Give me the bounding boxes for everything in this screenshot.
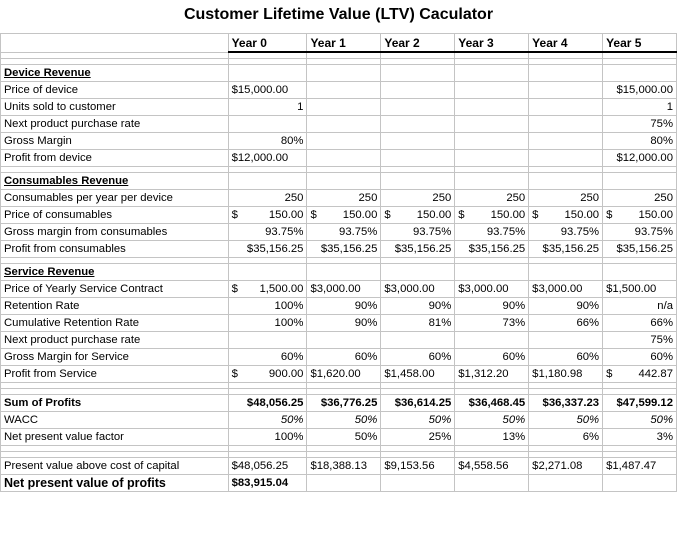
table-row: [1, 395, 677, 412]
value-cell[interactable]: [307, 332, 381, 349]
value-cell[interactable]: $3,000.00: [307, 281, 381, 298]
value-cell[interactable]: 100%: [228, 315, 307, 332]
value-cell[interactable]: 93.75%: [381, 224, 455, 241]
value-cell[interactable]: [455, 99, 529, 116]
currency-symbol: $: [532, 209, 539, 221]
value-cell[interactable]: 50%: [529, 412, 603, 429]
currency-amount: 442.87: [638, 368, 673, 380]
table-row: [1, 150, 677, 167]
value-cell[interactable]: $36,614.25: [381, 395, 455, 412]
value-cell[interactable]: $15,000.00: [603, 82, 677, 99]
value-cell[interactable]: $1,487.47: [603, 458, 677, 475]
value-cell[interactable]: 50%: [307, 412, 381, 429]
value-cell[interactable]: $36,776.25: [307, 395, 381, 412]
value-cell[interactable]: $35,156.25: [228, 241, 307, 258]
table-row: [1, 190, 677, 207]
value-cell[interactable]: $1,620.00: [307, 366, 381, 383]
value-cell[interactable]: [228, 65, 307, 82]
value-cell[interactable]: $83,915.04: [228, 475, 307, 492]
currency-symbol: $: [606, 209, 613, 221]
value-cell[interactable]: $35,156.25: [455, 241, 529, 258]
currency-symbol: $: [458, 209, 465, 221]
value-cell[interactable]: [381, 264, 455, 281]
value-cell[interactable]: [455, 82, 529, 99]
value-cell[interactable]: 50%: [381, 412, 455, 429]
table-row: [1, 429, 677, 446]
currency-amount: 900.00: [268, 368, 304, 380]
row-label[interactable]: Gross Margin for Service: [1, 349, 229, 366]
value-cell[interactable]: [228, 207, 307, 224]
table-row: [1, 412, 677, 429]
value-cell[interactable]: 250: [529, 190, 603, 207]
accounting-value: [606, 366, 673, 382]
value-cell[interactable]: [381, 82, 455, 99]
value-cell[interactable]: 250: [381, 190, 455, 207]
value-cell[interactable]: 13%: [455, 429, 529, 446]
value-cell[interactable]: [529, 264, 603, 281]
value-cell[interactable]: 60%: [228, 349, 307, 366]
value-cell[interactable]: 93.75%: [307, 224, 381, 241]
value-cell[interactable]: 81%: [381, 315, 455, 332]
value-cell[interactable]: [307, 150, 381, 167]
value-cell[interactable]: [381, 173, 455, 190]
value-cell[interactable]: [307, 264, 381, 281]
table-row: [1, 99, 677, 116]
value-cell[interactable]: 60%: [307, 349, 381, 366]
row-label[interactable]: Price of device: [1, 82, 229, 99]
value-cell[interactable]: 250: [455, 190, 529, 207]
header-cell-year-2[interactable]: Year 2: [381, 34, 455, 53]
table-row: [1, 315, 677, 332]
value-cell[interactable]: 90%: [307, 298, 381, 315]
value-cell[interactable]: $47,599.12: [603, 395, 677, 412]
value-cell[interactable]: [603, 207, 677, 224]
value-cell[interactable]: [455, 65, 529, 82]
header-cell-year-5[interactable]: Year 5: [603, 34, 677, 53]
value-cell[interactable]: [529, 116, 603, 133]
value-cell[interactable]: 66%: [603, 315, 677, 332]
value-cell[interactable]: [228, 264, 307, 281]
currency-amount: 150.00: [416, 209, 452, 221]
accounting-value: [310, 207, 377, 223]
value-cell[interactable]: 60%: [529, 349, 603, 366]
value-cell[interactable]: 80%: [228, 133, 307, 150]
value-cell[interactable]: [307, 65, 381, 82]
value-cell[interactable]: 50%: [307, 429, 381, 446]
value-cell[interactable]: [603, 65, 677, 82]
value-cell[interactable]: [381, 133, 455, 150]
value-cell[interactable]: [381, 116, 455, 133]
value-cell[interactable]: [381, 150, 455, 167]
value-cell[interactable]: 93.75%: [529, 224, 603, 241]
currency-symbol: $: [384, 209, 391, 221]
table-row: [1, 298, 677, 315]
section-label[interactable]: Device Revenue: [1, 65, 229, 82]
row-label[interactable]: Next product purchase rate: [1, 116, 229, 133]
value-cell[interactable]: [307, 82, 381, 99]
header-cell-year-4[interactable]: Year 4: [529, 34, 603, 53]
row-label[interactable]: Price of Yearly Service Contract: [1, 281, 229, 298]
value-cell[interactable]: 80%: [603, 133, 677, 150]
value-cell[interactable]: [529, 133, 603, 150]
value-cell[interactable]: [529, 99, 603, 116]
row-label[interactable]: Profit from Service: [1, 366, 229, 383]
value-cell[interactable]: [455, 133, 529, 150]
value-cell[interactable]: [455, 150, 529, 167]
table-row: [1, 332, 677, 349]
row-label[interactable]: Present value above cost of capital: [1, 458, 229, 475]
table-row: [1, 349, 677, 366]
value-cell[interactable]: 250: [307, 190, 381, 207]
header-cell-year-0[interactable]: Year 0: [228, 34, 307, 53]
value-cell[interactable]: 90%: [381, 298, 455, 315]
accounting-value: [532, 207, 599, 223]
value-cell[interactable]: $35,156.25: [307, 241, 381, 258]
row-label[interactable]: Net present value of profits: [1, 475, 229, 492]
currency-symbol: $: [606, 368, 613, 380]
value-cell[interactable]: $1,312.20: [455, 366, 529, 383]
row-label[interactable]: Gross margin from consumables: [1, 224, 229, 241]
value-cell[interactable]: 93.75%: [603, 224, 677, 241]
section-row: [1, 65, 677, 82]
row-label[interactable]: Profit from device: [1, 150, 229, 167]
value-cell[interactable]: 75%: [603, 116, 677, 133]
value-cell[interactable]: 250: [228, 190, 307, 207]
value-cell[interactable]: [455, 332, 529, 349]
currency-amount: 150.00: [342, 209, 378, 221]
table-row: [1, 224, 677, 241]
value-cell[interactable]: [381, 99, 455, 116]
value-cell[interactable]: [529, 82, 603, 99]
accounting-value: [458, 207, 525, 223]
value-cell[interactable]: [455, 475, 529, 492]
ltv-table: [0, 33, 677, 492]
currency-amount: 150.00: [564, 209, 600, 221]
value-cell[interactable]: 90%: [455, 298, 529, 315]
table-row: [1, 241, 677, 258]
row-label[interactable]: Cumulative Retention Rate: [1, 315, 229, 332]
value-cell[interactable]: 3%: [603, 429, 677, 446]
currency-symbol: $: [231, 283, 238, 295]
value-cell[interactable]: $3,000.00: [381, 281, 455, 298]
value-cell[interactable]: $1,458.00: [381, 366, 455, 383]
value-cell[interactable]: 1: [228, 99, 307, 116]
value-cell[interactable]: 60%: [455, 349, 529, 366]
row-label[interactable]: Price of consumables: [1, 207, 229, 224]
value-cell[interactable]: [228, 116, 307, 133]
value-cell[interactable]: $4,558.56: [455, 458, 529, 475]
value-cell[interactable]: [529, 475, 603, 492]
header-blank-cell[interactable]: [1, 34, 229, 53]
accounting-value: [232, 281, 304, 297]
row-label[interactable]: Net present value factor: [1, 429, 229, 446]
row-label[interactable]: Gross Margin: [1, 133, 229, 150]
currency-symbol: $: [231, 209, 238, 221]
table-row: [1, 133, 677, 150]
currency-amount: 150.00: [268, 209, 304, 221]
row-label[interactable]: WACC: [1, 412, 229, 429]
value-cell[interactable]: [529, 207, 603, 224]
value-cell[interactable]: $1,180.98: [529, 366, 603, 383]
value-cell[interactable]: [307, 173, 381, 190]
currency-amount: 150.00: [638, 209, 673, 221]
table-row: [1, 458, 677, 475]
value-cell[interactable]: 73%: [455, 315, 529, 332]
value-cell[interactable]: $2,271.08: [529, 458, 603, 475]
table-row: [1, 82, 677, 99]
section-label[interactable]: Consumables Revenue: [1, 173, 229, 190]
accounting-value: [232, 366, 304, 382]
value-cell[interactable]: $48,056.25: [228, 458, 307, 475]
value-cell[interactable]: [228, 366, 307, 383]
accounting-value: [232, 207, 304, 223]
value-cell[interactable]: [307, 116, 381, 133]
value-cell[interactable]: $3,000.00: [455, 281, 529, 298]
value-cell[interactable]: $36,337.23: [529, 395, 603, 412]
row-label[interactable]: Retention Rate: [1, 298, 229, 315]
value-cell[interactable]: [603, 173, 677, 190]
value-cell[interactable]: 6%: [529, 429, 603, 446]
value-cell[interactable]: [307, 207, 381, 224]
row-label[interactable]: Profit from consumables: [1, 241, 229, 258]
value-cell[interactable]: n/a: [603, 298, 677, 315]
value-cell[interactable]: [228, 332, 307, 349]
value-cell[interactable]: [529, 173, 603, 190]
table-row: [1, 281, 677, 298]
value-cell[interactable]: 60%: [381, 349, 455, 366]
value-cell[interactable]: $35,156.25: [381, 241, 455, 258]
value-cell[interactable]: 93.75%: [228, 224, 307, 241]
value-cell[interactable]: [228, 173, 307, 190]
value-cell[interactable]: $18,388.13: [307, 458, 381, 475]
value-cell[interactable]: 100%: [228, 429, 307, 446]
value-cell[interactable]: [529, 150, 603, 167]
value-cell[interactable]: 100%: [228, 298, 307, 315]
header-row: [1, 34, 677, 53]
section-row: [1, 173, 677, 190]
value-cell[interactable]: [381, 65, 455, 82]
value-cell[interactable]: [603, 475, 677, 492]
value-cell[interactable]: $35,156.25: [529, 241, 603, 258]
row-label[interactable]: Units sold to customer: [1, 99, 229, 116]
value-cell[interactable]: [529, 332, 603, 349]
value-cell[interactable]: $9,153.56: [381, 458, 455, 475]
value-cell[interactable]: [455, 264, 529, 281]
value-cell[interactable]: 50%: [603, 412, 677, 429]
section-row: [1, 264, 677, 281]
value-cell[interactable]: 50%: [455, 412, 529, 429]
value-cell[interactable]: 66%: [529, 315, 603, 332]
value-cell[interactable]: [455, 116, 529, 133]
header-cell-year-3[interactable]: Year 3: [455, 34, 529, 53]
value-cell[interactable]: [529, 65, 603, 82]
value-cell[interactable]: [307, 133, 381, 150]
value-cell[interactable]: $36,468.45: [455, 395, 529, 412]
value-cell[interactable]: $48,056.25: [228, 395, 307, 412]
currency-symbol: $: [310, 209, 317, 221]
table-row: [1, 207, 677, 224]
value-cell[interactable]: $35,156.25: [603, 241, 677, 258]
section-label[interactable]: Service Revenue: [1, 264, 229, 281]
row-label[interactable]: Sum of Profits: [1, 395, 229, 412]
value-cell[interactable]: [455, 173, 529, 190]
value-cell[interactable]: [603, 366, 677, 383]
value-cell[interactable]: [307, 99, 381, 116]
accounting-value: [606, 207, 673, 223]
row-label[interactable]: Next product purchase rate: [1, 332, 229, 349]
value-cell[interactable]: 1: [603, 99, 677, 116]
value-cell[interactable]: 93.75%: [455, 224, 529, 241]
value-cell[interactable]: [381, 207, 455, 224]
currency-amount: 1,500.00: [259, 283, 304, 295]
currency-amount: 150.00: [490, 209, 526, 221]
sheet-title: Customer Lifetime Value (LTV) Caculator: [183, 6, 494, 23]
value-cell[interactable]: 90%: [307, 315, 381, 332]
value-cell[interactable]: $15,000.00: [228, 82, 307, 99]
table-row: [1, 116, 677, 133]
value-cell[interactable]: [603, 264, 677, 281]
table-row: [1, 475, 677, 492]
value-cell[interactable]: $1,500.00: [603, 281, 677, 298]
accounting-value: [384, 207, 451, 223]
value-cell[interactable]: 60%: [603, 349, 677, 366]
value-cell[interactable]: 90%: [529, 298, 603, 315]
value-cell[interactable]: [381, 475, 455, 492]
value-cell[interactable]: [455, 207, 529, 224]
currency-symbol: $: [231, 368, 238, 380]
header-cell-year-1[interactable]: Year 1: [307, 34, 381, 53]
value-cell[interactable]: [381, 332, 455, 349]
value-cell[interactable]: 25%: [381, 429, 455, 446]
table-row: [1, 366, 677, 383]
value-cell[interactable]: $12,000.00: [603, 150, 677, 167]
value-cell[interactable]: 75%: [603, 332, 677, 349]
value-cell[interactable]: 50%: [228, 412, 307, 429]
row-label[interactable]: Consumables per year per device: [1, 190, 229, 207]
value-cell[interactable]: [307, 475, 381, 492]
value-cell[interactable]: $12,000.00: [228, 150, 307, 167]
value-cell[interactable]: [228, 281, 307, 298]
value-cell[interactable]: $3,000.00: [529, 281, 603, 298]
value-cell[interactable]: 250: [603, 190, 677, 207]
